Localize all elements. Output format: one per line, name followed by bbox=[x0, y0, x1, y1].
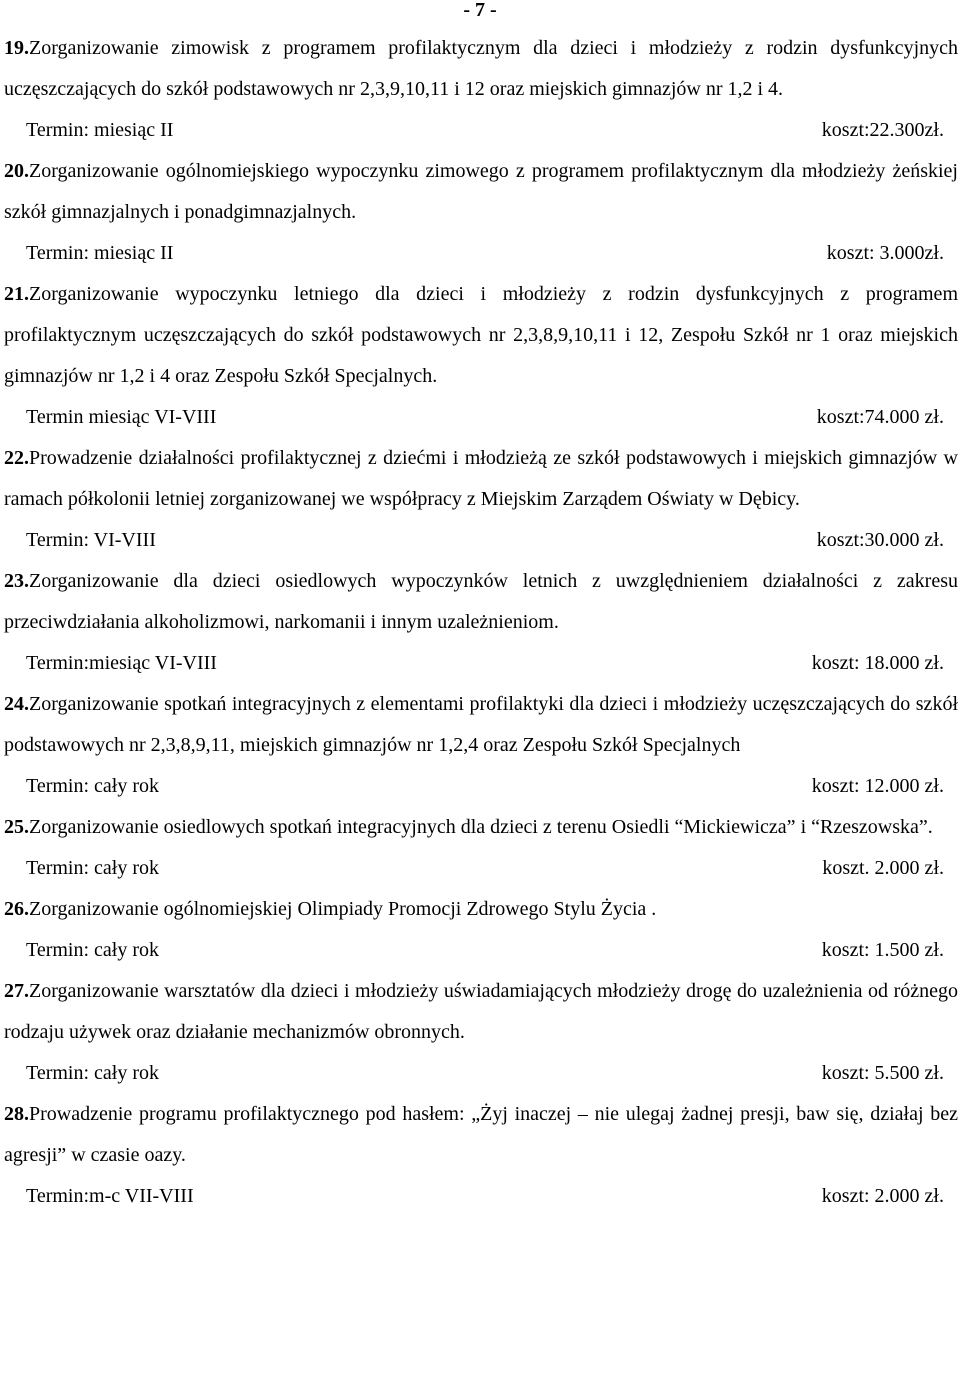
term-cost-row bbox=[4, 110, 958, 151]
term-cost-row bbox=[4, 1176, 958, 1217]
item-term: Termin miesiąc VI-VIII bbox=[26, 406, 217, 428]
program-item bbox=[4, 438, 958, 561]
item-term: Termin: VI-VIII bbox=[26, 529, 156, 551]
program-item bbox=[4, 971, 958, 1094]
item-term: Termin: cały rok bbox=[26, 939, 159, 961]
item-number: 22. bbox=[4, 447, 29, 469]
item-text: Prowadzenie programu profilaktycznego pod hasłem: „Żyj inaczej – nie ulegaj żadnej presji, baw się, działaj bez agresji” w czasie oazy. bbox=[4, 1103, 958, 1166]
item-cost: koszt:74.000 zł. bbox=[816, 406, 944, 428]
item-number: 24. bbox=[4, 693, 29, 715]
item-description bbox=[4, 561, 958, 643]
term-cost-row bbox=[4, 766, 958, 807]
item-description bbox=[4, 889, 958, 930]
item-term: Termin: miesiąc II bbox=[26, 242, 174, 264]
item-cost: koszt: 12.000 zł. bbox=[811, 775, 944, 797]
term-cost-row bbox=[4, 1053, 958, 1094]
item-description bbox=[4, 151, 958, 233]
item-description bbox=[4, 28, 958, 110]
term-cost-row bbox=[4, 397, 958, 438]
item-text: Zorganizowanie wypoczynku letniego dla dzieci i młodzieży z rodzin dysfunkcyjnych z programem profilaktycznym uczęszczających do szkół podstawowych nr 2,3,8,9,10,11 i 12, Zespołu Szkół nr 1 oraz miejskich gimnazjów nr 1,2 i 4 oraz Zespołu Szkół Specjalnych. bbox=[4, 283, 958, 387]
term-cost-row bbox=[4, 520, 958, 561]
item-text: Zorganizowanie ogólnomiejskiego wypoczynku zimowego z programem profilaktycznym dla młodzieży żeńskiej szkół gimnazjalnych i ponadgimnazjalnych. bbox=[4, 160, 958, 223]
item-number: 23. bbox=[4, 570, 29, 592]
program-item bbox=[4, 151, 958, 274]
item-term: Termin: cały rok bbox=[26, 857, 159, 879]
term-cost-row bbox=[4, 848, 958, 889]
item-description bbox=[4, 684, 958, 766]
item-text: Zorganizowanie ogólnomiejskiej Olimpiady Promocji Zdrowego Stylu Życia . bbox=[29, 898, 657, 920]
program-item bbox=[4, 807, 958, 889]
term-cost-row bbox=[4, 930, 958, 971]
program-item bbox=[4, 1094, 958, 1217]
program-item bbox=[4, 274, 958, 438]
item-description bbox=[4, 438, 958, 520]
item-cost: koszt: 1.500 zł. bbox=[821, 939, 944, 961]
program-item bbox=[4, 684, 958, 807]
item-cost: koszt: 5.500 zł. bbox=[821, 1062, 944, 1084]
item-description bbox=[4, 1094, 958, 1176]
item-cost: koszt:30.000 zł. bbox=[816, 529, 944, 551]
item-text: Zorganizowanie osiedlowych spotkań integracyjnych dla dzieci z terenu Osiedli “Mickiewicza” i “Rzeszowska”. bbox=[29, 816, 933, 838]
item-text: Zorganizowanie dla dzieci osiedlowych wypoczynków letnich z uwzględnieniem działalności z zakresu przeciwdziałania alkoholizmowi, narkomanii i innym uzależnieniom. bbox=[4, 570, 958, 633]
item-text: Zorganizowanie zimowisk z programem profilaktycznym dla dzieci i młodzieży z rodzin dysfunkcyjnych uczęszczających do szkół podstawowych nr 2,3,9,10,11 i 12 oraz miejskich gimnazjów nr 1,2 i 4. bbox=[4, 37, 958, 100]
item-description bbox=[4, 971, 958, 1053]
item-term: Termin: cały rok bbox=[26, 1062, 159, 1084]
item-cost: koszt: 3.000zł. bbox=[826, 242, 944, 264]
item-number: 26. bbox=[4, 898, 29, 920]
item-text: Zorganizowanie spotkań integracyjnych z elementami profilaktyki dla dzieci i młodzieży uczęszczających do szkół podstawowych nr 2,3,8,9,11, miejskich gimnazjów nr 1,2,4 oraz Zespołu Szkół Specjalnych bbox=[4, 693, 958, 756]
program-item bbox=[4, 28, 958, 151]
item-number: 25. bbox=[4, 816, 29, 838]
program-item bbox=[4, 889, 958, 971]
item-text: Prowadzenie działalności profilaktycznej z dziećmi i młodzieżą ze szkół podstawowych i miejskich gimnazjów w ramach półkolonii letniej zorganizowanej we współpracy z Miejskim Zarządem Oświaty w Dębicy. bbox=[4, 447, 958, 510]
item-number: 20. bbox=[4, 160, 29, 182]
item-number: 21. bbox=[4, 283, 29, 305]
program-item-list bbox=[4, 28, 958, 1217]
item-number: 19. bbox=[4, 37, 29, 59]
item-description bbox=[4, 807, 958, 848]
item-description bbox=[4, 274, 958, 397]
program-item bbox=[4, 561, 958, 684]
item-term: Termin:m-c VII-VIII bbox=[26, 1185, 194, 1207]
item-term: Termin: cały rok bbox=[26, 775, 159, 797]
term-cost-row bbox=[4, 233, 958, 274]
item-term: Termin: miesiąc II bbox=[26, 119, 174, 141]
item-cost: koszt: 18.000 zł. bbox=[811, 652, 944, 674]
item-cost: koszt: 2.000 zł. bbox=[821, 1185, 944, 1207]
page-number: - 7 - bbox=[463, 0, 497, 21]
term-cost-row bbox=[4, 643, 958, 684]
item-number: 27. bbox=[4, 980, 29, 1002]
item-cost: koszt. 2.000 zł. bbox=[822, 857, 944, 879]
item-number: 28. bbox=[4, 1103, 29, 1125]
item-cost: koszt:22.300zł. bbox=[821, 119, 944, 141]
item-text: Zorganizowanie warsztatów dla dzieci i młodzieży uświadamiających młodzieży drogę do uzależnienia od różnego rodzaju używek oraz działanie mechanizmów obronnych. bbox=[4, 980, 958, 1043]
item-term: Termin:miesiąc VI-VIII bbox=[26, 652, 217, 674]
